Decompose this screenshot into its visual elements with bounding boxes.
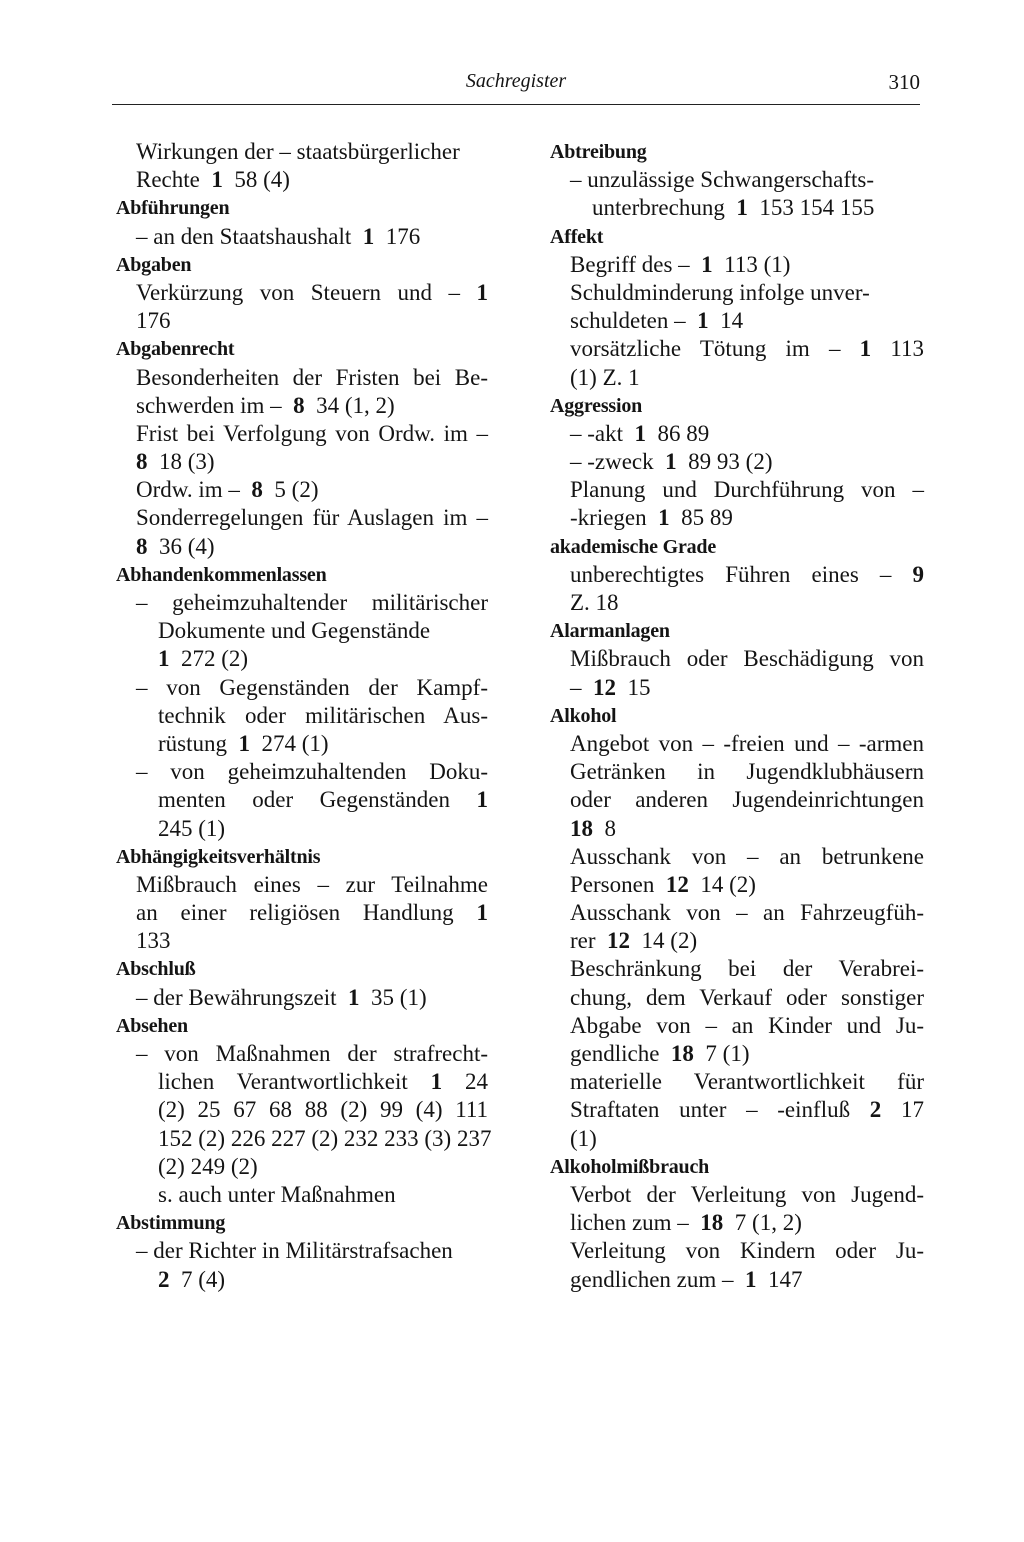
index-text: chung, dem Verkauf oder sonstiger: [570, 984, 924, 1010]
index-text: Mißbrauch oder Beschädigung von: [570, 646, 924, 672]
index-heading: [116, 1209, 488, 1237]
index-text: rüstung: [158, 730, 227, 756]
volume-reference: 1: [697, 308, 709, 334]
index-heading: [550, 533, 924, 561]
index-line: [116, 927, 488, 955]
index-line: [550, 1266, 924, 1294]
running-title: Sachregister: [465, 70, 567, 92]
volume-reference: 18: [670, 1041, 694, 1066]
running-header: [112, 64, 920, 105]
index-text: akademische Grade: [550, 535, 717, 558]
volume-reference: 2: [869, 1097, 882, 1123]
index-text: vorsätzliche Tötung im –: [570, 336, 841, 362]
index-heading: [550, 702, 924, 730]
index-line: [116, 645, 488, 673]
index-text: Alkohol: [550, 704, 617, 727]
index-text: lichen zum –: [570, 1210, 689, 1236]
index-text: (2) 249 (2): [158, 1153, 258, 1179]
index-text: 5 (2): [274, 477, 319, 503]
index-text: – der Bewährungszeit: [136, 984, 337, 1010]
index-text: – an den Staatshaushalt: [136, 223, 352, 249]
index-line: [550, 335, 924, 363]
index-line: [116, 1068, 488, 1096]
index-line: [550, 871, 924, 899]
index-line: [550, 1209, 924, 1237]
index-line: [550, 843, 924, 871]
index-text: Ordw. im –: [136, 477, 240, 503]
index-line: [116, 166, 488, 194]
volume-reference: 8: [136, 533, 148, 559]
index-heading: [116, 335, 488, 363]
index-line: [550, 279, 924, 307]
index-text: -kriegen: [570, 505, 647, 531]
index-text: 7 (1, 2): [734, 1210, 802, 1236]
index-line: [116, 1266, 488, 1294]
index-text: 58 (4): [234, 167, 290, 193]
index-text: Alarmanlagen: [550, 620, 670, 643]
index-text: 34 (1, 2): [316, 392, 395, 418]
index-text: 176: [136, 308, 171, 334]
index-text: 153 154 155: [759, 195, 875, 221]
index-text: Alkoholmißbrauch: [550, 1155, 710, 1178]
index-text: Schuldminderung infolge unver-: [570, 279, 870, 305]
index-text: 24: [465, 1069, 489, 1095]
index-text: Mißbrauch eines – zur Teilnahme: [136, 871, 488, 897]
index-line: [550, 927, 924, 955]
volume-reference: 18: [700, 1210, 724, 1236]
volume-reference: 1: [476, 279, 489, 305]
index-text: Beschränkung bei der Verabrei-: [570, 956, 924, 982]
index-text: (1) Z. 1: [570, 364, 640, 390]
volume-reference: 1: [665, 449, 677, 475]
index-text: (1): [570, 1125, 597, 1151]
page-number: 310: [888, 70, 920, 94]
index-text: 89 93 (2): [688, 449, 773, 475]
index-text: rer: [570, 928, 596, 954]
index-text: menten oder Gegenständen: [158, 787, 450, 813]
index-line: [550, 251, 924, 279]
volume-reference: 1: [348, 984, 360, 1010]
volume-reference: 18: [570, 815, 593, 841]
index-line: [116, 899, 488, 927]
index-line: [550, 899, 924, 927]
index-line: [550, 1012, 924, 1040]
volume-reference: 12: [665, 871, 689, 897]
index-text: Dokumente und Gegenstände: [158, 618, 431, 644]
left-index-column: [116, 138, 492, 1294]
index-text: Abhängigkeitsverhältnis: [116, 845, 321, 868]
volume-reference: 1: [634, 420, 647, 446]
index-line: [116, 674, 488, 702]
index-line: [550, 1237, 924, 1265]
index-line: [116, 420, 488, 448]
volume-reference: 1: [476, 787, 488, 813]
index-text: unberechtigtes Führen eines –: [570, 561, 892, 587]
index-line: [550, 194, 924, 222]
index-text: Begriff des –: [570, 251, 690, 277]
volume-reference: 1: [211, 167, 223, 193]
index-line: [116, 1096, 488, 1124]
index-line: [116, 1040, 488, 1068]
index-text: 15: [627, 674, 651, 700]
index-line: [116, 871, 488, 899]
index-text: – -akt: [570, 420, 624, 446]
index-text: 35 (1): [371, 984, 427, 1010]
volume-reference: 1: [362, 223, 375, 249]
volume-reference: 12: [593, 674, 616, 700]
index-text: Rechte: [136, 167, 200, 193]
index-text: Besonderheiten der Fristen bei Be-: [136, 364, 488, 390]
volume-reference: 1: [736, 195, 748, 221]
volume-reference: 1: [476, 900, 488, 926]
index-heading: [116, 561, 488, 589]
index-line: [550, 1181, 924, 1209]
index-text: 85 89: [681, 505, 733, 531]
index-text: Angebot von – -freien und – -armen: [570, 730, 924, 756]
index-heading: [550, 392, 924, 420]
index-text: Abgaben: [116, 253, 192, 276]
index-line: [116, 307, 488, 335]
index-text: Ausschank von – an betrunkene: [570, 843, 924, 869]
index-line: [550, 955, 924, 983]
index-line: [116, 448, 488, 476]
index-text: Abhandenkommenlassen: [116, 563, 327, 586]
index-text: Abtreibung: [550, 141, 647, 163]
index-text: 113 (1): [724, 251, 791, 277]
index-line: [116, 758, 488, 786]
volume-reference: 8: [251, 477, 263, 503]
index-line: [550, 307, 924, 335]
index-heading: [116, 251, 488, 279]
index-line: [550, 589, 924, 617]
index-text: materielle Verantwortlichkeit für: [570, 1069, 924, 1095]
right-index-column: [550, 138, 924, 1294]
index-text: 133: [136, 928, 171, 954]
index-text: s. auch unter Maßnahmen: [158, 1181, 396, 1207]
index-text: Absehen: [116, 1014, 188, 1037]
index-line: [116, 1153, 488, 1181]
index-text: Affekt: [550, 225, 604, 248]
index-text: Aggression: [550, 394, 643, 417]
index-text: unterbrechung: [592, 195, 725, 221]
index-line: [116, 702, 488, 730]
index-text: Abschluß: [116, 958, 196, 981]
index-text: Abstimmung: [116, 1212, 226, 1235]
index-text: 14 (2): [641, 928, 698, 954]
index-text: 36 (4): [159, 533, 215, 559]
index-line: [550, 1068, 924, 1096]
index-line: [116, 617, 488, 645]
index-line: [550, 984, 924, 1012]
index-text: gendliche: [570, 1041, 660, 1066]
volume-reference: 1: [701, 251, 713, 277]
index-text: Verbot der Verleitung von Jugend-: [570, 1181, 924, 1207]
volume-reference: 1: [238, 730, 250, 756]
index-text: Verkürzung von Steuern und –: [136, 279, 461, 305]
volume-reference: 1: [859, 336, 872, 362]
index-text: Abgabenrecht: [116, 338, 235, 361]
index-heading: [550, 1153, 924, 1181]
index-text: lichen Verantwortlichkeit: [158, 1069, 408, 1095]
index-text: 152 (2) 226 227 (2) 232 233 (3) 237: [158, 1125, 492, 1151]
index-text: Ausschank von – an Fahrzeugfüh-: [570, 900, 924, 926]
index-line: [116, 786, 488, 814]
index-text: – -zweck: [570, 449, 654, 475]
volume-reference: 2: [158, 1266, 170, 1292]
index-text: oder anderen Jugendeinrichtungen: [570, 787, 924, 813]
index-line: [550, 166, 924, 194]
index-text: schwerden im –: [136, 392, 282, 418]
index-text: an einer religiösen Handlung: [136, 900, 454, 926]
index-text: Planung und Durchführung von –: [570, 477, 924, 503]
index-text: 272 (2): [181, 646, 249, 672]
index-text: (2) 25 67 68 88 (2) 99 (4) 111: [158, 1097, 488, 1123]
index-line: [116, 730, 488, 758]
index-text: –: [570, 674, 582, 700]
index-line: [116, 364, 488, 392]
index-text: 113: [890, 336, 925, 362]
index-line: [550, 420, 924, 448]
index-text: Personen: [570, 871, 655, 897]
index-line: [550, 758, 924, 786]
index-line: [116, 1237, 488, 1265]
index-text: 14: [720, 308, 744, 334]
index-line: [550, 1040, 924, 1068]
index-text: technik oder militärischen Aus-: [158, 702, 488, 728]
index-line: [116, 589, 488, 617]
index-text: 245 (1): [158, 815, 226, 841]
index-text: – von Gegenständen der Kampf-: [136, 674, 488, 700]
index-line: [116, 138, 488, 166]
volume-reference: 1: [158, 646, 170, 672]
volume-reference: 8: [136, 449, 148, 475]
index-text: 17: [901, 1097, 924, 1123]
index-text: 274 (1): [261, 730, 329, 756]
volume-reference: 1: [745, 1266, 757, 1292]
volume-reference: 9: [912, 561, 925, 587]
index-line: [116, 279, 488, 307]
index-text: 8: [604, 815, 616, 841]
index-heading: [550, 617, 924, 645]
index-line: [116, 533, 488, 561]
index-line: [116, 1181, 488, 1209]
index-line: [550, 645, 924, 673]
index-line: [550, 448, 924, 476]
index-line: [550, 674, 924, 702]
index-text: Verleitung von Kindern oder Ju-: [570, 1238, 924, 1264]
volume-reference: 1: [658, 505, 670, 531]
index-line: [550, 730, 924, 758]
volume-reference: 1: [430, 1069, 443, 1095]
index-text: 7 (1): [705, 1041, 750, 1066]
index-text: – der Richter in Militärstrafsachen: [136, 1238, 453, 1264]
index-heading: [116, 194, 488, 222]
index-text: 14 (2): [700, 871, 756, 897]
index-line: [550, 786, 924, 814]
index-text: schuldeten –: [570, 308, 686, 334]
index-line: [550, 476, 924, 504]
index-line: [550, 504, 924, 532]
index-text: – von Maßnahmen der strafrecht-: [136, 1041, 488, 1066]
index-line: [550, 561, 924, 589]
volume-reference: 12: [607, 928, 631, 954]
index-heading: [116, 1012, 488, 1040]
index-text: 176: [385, 223, 421, 249]
index-line: [116, 223, 488, 251]
index-line: [116, 504, 488, 532]
index-line: [116, 984, 488, 1012]
index-text: Z. 18: [570, 590, 619, 615]
index-text: 86 89: [657, 420, 710, 446]
index-heading: [550, 223, 924, 251]
index-text: Wirkungen der – staatsbürgerlicher: [136, 139, 460, 164]
index-heading: [116, 843, 488, 871]
index-text: Abgabe von – an Kinder und Ju-: [570, 1012, 924, 1038]
index-line: [116, 392, 488, 420]
index-text: – von geheimzuhaltenden Doku-: [136, 759, 488, 785]
index-line: [116, 476, 488, 504]
index-line: [550, 815, 924, 843]
index-text: gendlichen zum –: [570, 1266, 734, 1292]
index-text: Abführungen: [116, 197, 230, 220]
index-text: – geheimzuhaltender militärischer: [136, 590, 488, 615]
index-text: 18 (3): [159, 449, 215, 475]
index-heading: [116, 955, 488, 983]
index-text: Frist bei Verfolgung von Ordw. im –: [136, 420, 488, 446]
volume-reference: 8: [293, 392, 305, 418]
index-line: [550, 1096, 924, 1124]
index-text: 147: [768, 1266, 803, 1292]
index-heading: [550, 138, 924, 166]
index-line: [116, 815, 488, 843]
index-line: [116, 1125, 492, 1153]
index-text: 7 (4): [181, 1266, 226, 1292]
index-text: Getränken in Jugendklubhäusern: [570, 759, 924, 785]
index-text: – unzulässige Schwangerschafts-: [570, 167, 875, 193]
index-text: Straftaten unter – -einfluß: [570, 1097, 851, 1123]
index-text: Sonderregelungen für Auslagen im –: [136, 505, 488, 531]
index-line: [550, 364, 924, 392]
index-line: [550, 1125, 924, 1153]
